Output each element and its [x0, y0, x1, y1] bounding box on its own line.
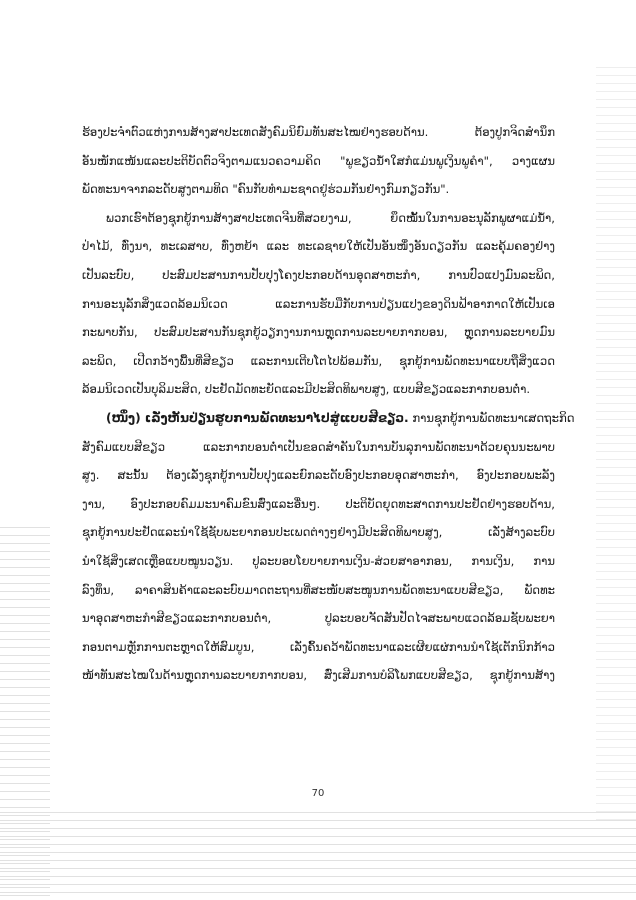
- text-line: ສັງຄົມແບບສີຂຽວ ແລະກາກບອນຕໍ່າເປັນຂອດສໍາຄັນໃນການບັນລຸການພັດທະນາດ້ວຍຄຸນນະພາບ: [82, 439, 555, 454]
- text-line: ງານ, ອົງປະກອບຄົມມະນາຄົມຂົນສົ່ງແລະອື່ນໆ. ປະຕິບັດຍຸດທະສາດການປະຢັດຢ່າງຮອບດ້ານ,: [82, 496, 555, 511]
- text-line: ລົງທຶນ, ລາຄາສິນຄ້າແລະລະບົບມາດຕະຖານທີ່ສະໜັບສະໜູນການພັດທະນາແບບສີຂຽວ, ພັດທະ: [82, 582, 555, 597]
- text-line: ກະພາບກັນ, ປະສົມປະສານກັນຊຸກຍູ້ວຽກງານການຫຼຸດການລະບາຍກາກບອນ, ຫຼຸດການລະບາຍມົນ: [82, 325, 555, 340]
- section-heading: (ໜຶ່ງ) ເລັ່ງຫັນປ່ຽນຮູບການພັດທະນາໄປສູ່ແບບສີຂຽວ.: [106, 410, 409, 425]
- section-heading-line: [82, 404, 575, 433]
- page-number: 70: [311, 788, 325, 799]
- text-line: ໜ້າທັນສະໄໝໃນດ້ານຫຼຸດການລະບາຍກາກບອນ, ສົ່ງເສີມການບໍລິໂພກແບບສີຂຽວ, ຊຸກຍູ້ການສ້າງ: [82, 668, 555, 683]
- text-line: ສູງ. ສະນັ້ນ ຕ້ອງເລັ່ງຊຸກຍູ້ການປັບປຸງແລະຍົກລະດັບອົງປະກອບອຸດສາຫະກໍາ, ອົງປະກອບພະລັງ: [82, 468, 555, 483]
- text-run: ການຊຸກຍູ້ການພັດທະນາເສດຖະກິດ: [408, 410, 575, 425]
- scan-stripes-bottom: [0, 805, 636, 900]
- text-line: ນໍາໃຊ້ສິ່ງເສດເຫຼືອແບບໝູນວຽນ. ປູລະບອບໂຍບາຍການເງິນ-ສ່ວຍສາອາກອນ, ການເງິນ, ການ: [82, 553, 555, 568]
- text-line: ລະພິດ, ເປີດກວ້າງພື້ນທີ່ສີຂຽວ ແລະການເຕີບໂຕໄປພ້ອມກັນ, ຊຸກຍູ້ການພັດທະນາແບບຖືສິ່ງແວດ: [82, 353, 555, 368]
- text-line: ພັດທະນາຈາກລະດັບສູງຕາມທິດ "ຄົນກັບທໍາມະຊາດຢູ່ຮ່ວມກັນຢ່າງກົມກຽວກັນ".: [82, 182, 450, 197]
- text-line: ເປັນລະບົບ, ປະສົມປະສານການປັບປຸງໂຄງປະກອບດ້ານອຸດສາຫະກໍາ, ການປົວແປງມົນລະພິດ,: [82, 267, 555, 282]
- scan-stripes-right: [596, 60, 636, 820]
- text-line: ກອນຕາມຫຼັກການຕະຫຼາດໃຫ້ສົມບູນ, ເລັ່ງຄົ້ນຄວ້າພັດທະນາແລະເຜີຍແຜ່ການນໍາໃຊ້ເຕັກນິກກ້າວ: [82, 639, 555, 654]
- text-line: ການອະນຸລັກສິ່ງແວດລ້ອມນິເວດ ແລະການຮັບມືກັບການປ່ຽນແປງຂອງດິນຟ້າອາກາດໃຫ້ເປັນເອ: [82, 296, 555, 311]
- text-line: ລ້ອມນິເວດເປັນບຸລິມະສິດ, ປະຢັດມັດທະຍັດແລະມີປະສິດທິພາບສູງ, ແບບສີຂຽວແລະກາກບອນຕໍ່າ.: [82, 382, 531, 397]
- text-line: ນາອຸດສາຫະກໍາສີຂຽວແລະກາກບອນຕໍ່າ, ປູລະບອບຈັດສັນປັດໄຈສະພາບແວດລ້ອມຊັບພະຍາ: [82, 611, 555, 626]
- text-line: ປ່າໄມ້, ທົ່ງນາ, ທະເລສາບ, ທົ່ງຫຍ້າ ແລະ ທະເລຊາຍໃຫ້ເປັນອັນໜຶ່ງອັນດຽວກັນ ແລະຄຸ້ມຄອງຢ່າງ: [82, 239, 555, 254]
- body-text: [82, 118, 575, 690]
- text-line: ພວກເຮົາຕ້ອງຊຸກຍູ້ການສ້າງສາປະເທດຈີນທີ່ສວຍງາມ, ຍຶດໝັ້ນໃນການອະນຸລັກພູຜາແມ່ນໍ້າ,: [106, 210, 555, 225]
- text-line: ຊຸກຍູ້ການປະຢັດແລະນໍາໃຊ້ຊັບພະຍາກອນປະເພດຕ່າງໆຢ່າງມີປະສິດທິພາບສູງ, ເລັ່ງສ້າງລະບົບ: [82, 525, 555, 540]
- text-line: ຮ້ອງປະຈໍາຕົວແຫ່ງການສ້າງສາປະເທດສັງຄົມນິຍົມທັນສະໄໝຢ່າງຮອບດ້ານ. ຕ້ອງປູກຈິດສໍານຶກ: [82, 125, 555, 139]
- text-line: ອັນໜັກແໜ້ນແລະປະຕິບັດຕົວຈິງຕາມແນວຄວາມຄິດ "ພູຂຽວນໍ້າໃສກໍແມ່ນພູເງິນພູຄໍາ", ວາງແຜນ: [82, 153, 555, 168]
